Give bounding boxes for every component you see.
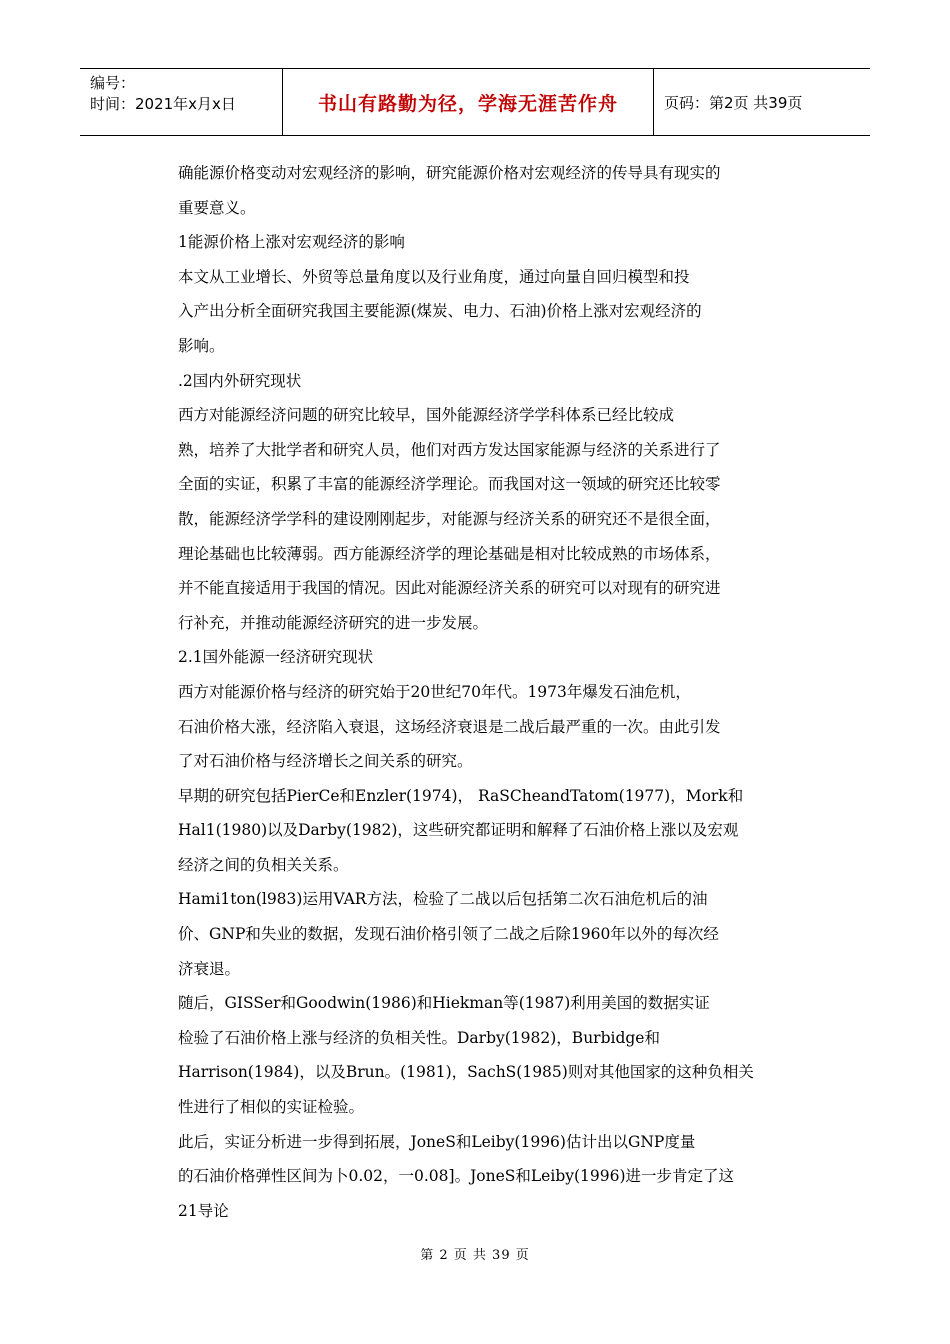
document-number-label: 编号：: [90, 74, 136, 92]
header-left-cell: [80, 69, 282, 135]
header-motto-cell: [282, 69, 654, 135]
body-line: 的石油价格弹性区间为卜0.02，一0.08]。JoneS和Leiby(1996)进一步肯定了这: [178, 1167, 735, 1186]
body-line: 济衰退。: [178, 959, 241, 978]
body-line: 随后，GISSer和Goodwin(1986)和Hiekman等(1987)利用美国的数据实证: [178, 994, 710, 1013]
body-line: Hami1ton(l983)运用VAR方法，检验了二战以后包括第二次石油危机后的油: [178, 890, 708, 909]
document-date: 时间：2021年x月x日: [90, 95, 236, 113]
body-line: 西方对能源经济问题的研究比较早，国外能源经济学学科体系已经比较成: [178, 406, 675, 425]
body-line: 此后，实证分析进一步得到拓展，JoneS和Leiby(1996)估计出以GNP度量: [178, 1132, 696, 1151]
body-line: 西方对能源价格与经济的研究始于20世纪70年代。1973年爆发石油危机，: [178, 682, 691, 701]
section-heading: 2.1国外能源一经济研究现状: [178, 648, 374, 667]
body-line: 入产出分析全面研究我国主要能源(煤炭、电力、石油)价格上涨对宏观经济的: [178, 302, 702, 321]
page-header: [80, 68, 870, 136]
body-line: 21导论: [178, 1201, 229, 1220]
page-footer: 第 2 页 共 39 页: [420, 1248, 530, 1263]
body-line: 重要意义。: [178, 198, 256, 217]
header-page-code: 页码：第2页 共39页: [664, 93, 803, 112]
body-line: 散，能源经济学学科的建设刚刚起步，对能源与经济关系的研究还不是很全面，: [178, 509, 721, 528]
body-line: 全面的实证，积累了丰富的能源经济学理论。而我国对这一领域的研究还比较零: [178, 475, 721, 494]
body-line: 本文从工业增长、外贸等总量角度以及行业角度，通过向量自回归模型和投: [178, 267, 690, 286]
body-line: 熟，培养了大批学者和研究人员，他们对西方发达国家能源与经济的关系进行了: [178, 440, 721, 459]
document-body: [178, 156, 778, 1228]
body-line: 影响。: [178, 336, 225, 355]
body-line: 理论基础也比较薄弱。西方能源经济学的理论基础是相对比较成熟的市场体系，: [178, 544, 721, 563]
section-heading: 1能源价格上涨对宏观经济的影响: [178, 233, 405, 252]
body-line: 行补充，并推动能源经济研究的进一步发展。: [178, 613, 489, 632]
header-motto: 书山有路勤为径，学海无涯苦作舟: [317, 92, 618, 115]
body-line: 价、GNP和失业的数据，发现石油价格引领了二战之后除1960年以外的每次经: [178, 925, 719, 944]
body-line: Hal1(1980)以及Darby(1982)，这些研究都证明和解释了石油价格上涨以及宏观: [178, 821, 739, 840]
body-line: 确能源价格变动对宏观经济的影响，研究能源价格对宏观经济的传导具有现实的: [178, 164, 721, 182]
body-line: 经济之间的负相关关系。: [178, 855, 349, 874]
body-line: 检验了石油价格上涨与经济的负相关性。Darby(1982)，Burbidge和: [178, 1028, 660, 1047]
body-line: 早期的研究包括PierCe和Enzler(1974)， RaSCheandTatom(1977)，Mork和: [178, 786, 744, 805]
section-heading: .2国内外研究现状: [178, 371, 302, 390]
body-line: 性进行了相似的实证检验。: [178, 1098, 365, 1117]
body-line: 石油价格大涨，经济陷入衰退，这场经济衰退是二战后最严重的一次。由此引发: [178, 717, 721, 736]
header-page-cell: [654, 69, 870, 135]
body-line: 并不能直接适用于我国的情况。因此对能源经济关系的研究可以对现有的研究进: [178, 579, 721, 598]
body-line: Harrison(1984)，以及Brun。(1981)，SachS(1985)则对其他国家的这种负相关: [178, 1063, 754, 1082]
body-line: 了对石油价格与经济增长之间关系的研究。: [178, 752, 473, 771]
